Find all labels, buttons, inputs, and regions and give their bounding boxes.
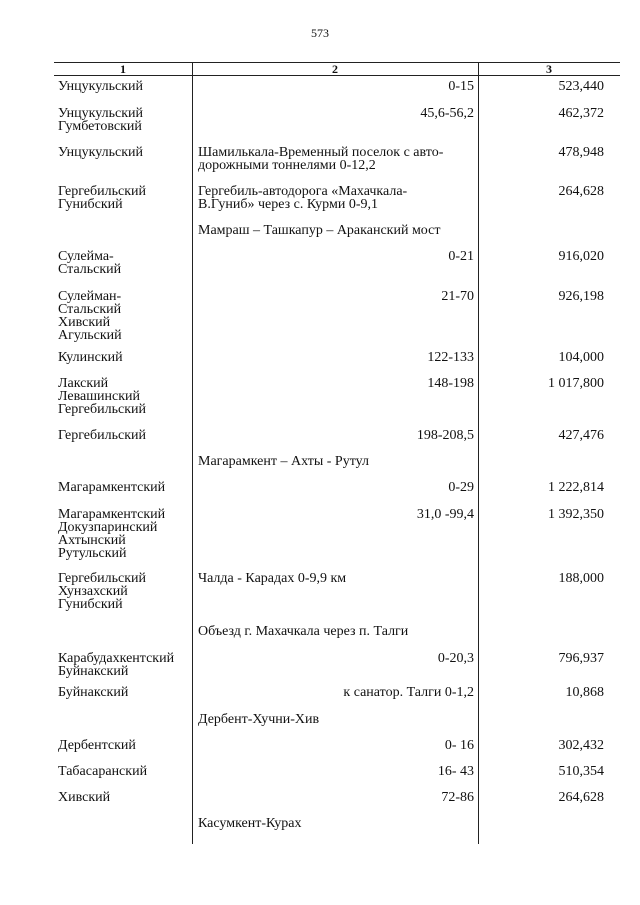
district-name: Хунзахский — [58, 584, 128, 599]
road-segment-cell — [198, 146, 474, 172]
road-segment-cell — [198, 107, 474, 120]
value-cell: 264,628 — [558, 184, 604, 199]
road-segment-text: 198-208,5 — [416, 428, 474, 443]
value-cell: 510,354 — [558, 764, 604, 779]
road-segment-cell — [198, 377, 474, 390]
district-name: Буйнакский — [58, 664, 129, 679]
value-cell: 916,020 — [558, 249, 604, 264]
district-cell — [58, 686, 190, 699]
road-segment-text: Магарамкент – Ахты - Рутул — [198, 454, 370, 469]
road-segment-text: Дербент-Хучни-Хив — [198, 712, 320, 727]
district-name: Стальский — [58, 262, 122, 277]
district-name: Хивский — [58, 315, 111, 330]
road-segment-text: В.Гуниб» через с. Курми 0-9,1 — [198, 197, 378, 212]
district-cell — [58, 107, 190, 133]
district-cell — [58, 481, 190, 494]
value-cell: 104,000 — [558, 350, 604, 365]
road-segment-cell — [198, 572, 474, 585]
district-name: Агульский — [58, 328, 122, 343]
value-cell: 462,372 — [558, 106, 604, 121]
road-segment-text: Касумкент-Курах — [198, 816, 302, 831]
road-segment-text: Мамраш – Ташкапур – Араканский мост — [198, 223, 441, 238]
column-divider — [192, 62, 193, 844]
district-name: Левашинский — [58, 389, 141, 404]
value-cell: 478,948 — [558, 145, 604, 160]
road-segment-cell — [198, 185, 474, 211]
column-header-1: 1 — [120, 62, 126, 76]
road-segment-text: 31,0 -99,4 — [416, 507, 474, 522]
road-segment-cell — [198, 817, 474, 830]
district-cell — [58, 146, 190, 159]
value-cell: 1 017,800 — [548, 376, 604, 391]
district-name: Дербентский — [58, 738, 136, 753]
road-segment-text: 0-29 — [448, 480, 474, 495]
value-cell: 427,476 — [558, 428, 604, 443]
district-name: Магарамкентский — [58, 480, 166, 495]
district-name: Гунибский — [58, 597, 123, 612]
district-name: Докузпаринский — [58, 520, 158, 535]
value-cell: 1 222,814 — [548, 480, 604, 495]
road-segment-text: 72-86 — [441, 790, 474, 805]
district-name: Гунибский — [58, 197, 123, 212]
road-segment-cell — [198, 250, 474, 263]
district-name: Гергебильский — [58, 402, 146, 417]
district-cell — [58, 351, 190, 364]
road-segment-cell — [198, 713, 474, 726]
column-divider — [478, 62, 479, 844]
district-name: Гергебильский — [58, 184, 146, 199]
district-name: Гергебильский — [58, 571, 146, 586]
value-cell: 264,628 — [558, 790, 604, 805]
column-header-3: 3 — [546, 62, 552, 76]
district-name: Унцукульский — [58, 106, 144, 121]
district-name: Сулейман- — [58, 289, 122, 304]
road-segment-cell — [198, 765, 474, 778]
district-name: Кулинский — [58, 350, 123, 365]
district-cell — [58, 185, 190, 211]
road-segment-cell — [198, 508, 474, 521]
district-name: Унцукульский — [58, 79, 144, 94]
value-cell: 302,432 — [558, 738, 604, 753]
district-cell — [58, 290, 190, 342]
district-cell — [58, 739, 190, 752]
road-segment-cell — [198, 739, 474, 752]
column-header-2: 2 — [332, 62, 338, 76]
district-cell — [58, 508, 190, 560]
road-table — [54, 62, 620, 844]
road-segment-cell — [198, 791, 474, 804]
road-segment-text: 122-133 — [427, 350, 474, 365]
value-cell: 796,937 — [558, 651, 604, 666]
road-segment-text: дорожными тоннелями 0-12,2 — [198, 158, 376, 173]
district-name: Хивский — [58, 790, 111, 805]
road-segment-text: 45,6-56,2 — [420, 106, 474, 121]
road-segment-text: Шамилькала-Временный поселок с авто- — [198, 145, 444, 160]
road-segment-cell — [198, 481, 474, 494]
road-segment-text: 0- 16 — [444, 738, 474, 753]
road-segment-text: 21-70 — [441, 289, 474, 304]
road-segment-text: 0-15 — [448, 79, 474, 94]
district-name: Магарамкентский — [58, 507, 166, 522]
value-cell: 523,440 — [558, 79, 604, 94]
district-name: Лакский — [58, 376, 109, 391]
road-segment-text: Чалда - Карадах 0-9,9 км — [198, 571, 347, 586]
district-name: Сулейма- — [58, 249, 114, 264]
value-cell: 926,198 — [558, 289, 604, 304]
district-name: Гергебильский — [58, 428, 146, 443]
road-segment-cell — [198, 652, 474, 665]
district-name: Табасаранский — [58, 764, 148, 779]
road-segment-text: 16- 43 — [437, 764, 474, 779]
value-cell: 1 392,350 — [548, 507, 604, 522]
road-segment-cell — [198, 224, 474, 237]
road-segment-cell — [198, 455, 474, 468]
road-segment-text: к санатор. Талги 0-1,2 — [343, 685, 474, 700]
road-segment-cell — [198, 80, 474, 93]
district-cell — [58, 250, 190, 276]
district-cell — [58, 377, 190, 416]
road-segment-cell — [198, 686, 474, 699]
road-segment-text: 0-20,3 — [437, 651, 474, 666]
district-cell — [58, 791, 190, 804]
district-name: Карабудахкентский — [58, 651, 175, 666]
district-name: Гумбетовский — [58, 119, 142, 134]
page-number: 573 — [311, 26, 329, 40]
district-cell — [58, 765, 190, 778]
table-header — [54, 62, 620, 76]
district-cell — [58, 572, 190, 611]
value-cell: 10,868 — [565, 685, 604, 700]
road-segment-text: Объезд г. Махачкала через п. Талги — [198, 624, 409, 639]
district-name: Стальский — [58, 302, 122, 317]
road-segment-text: Гергебиль-автодорога «Махачкала- — [198, 184, 408, 199]
road-segment-text: 0-21 — [448, 249, 474, 264]
road-segment-cell — [198, 351, 474, 364]
road-segment-cell — [198, 625, 474, 638]
district-cell — [58, 80, 190, 93]
road-segment-text: 148-198 — [427, 376, 474, 391]
value-cell: 188,000 — [558, 571, 604, 586]
district-cell — [58, 429, 190, 442]
road-segment-cell — [198, 290, 474, 303]
district-name: Рутульский — [58, 546, 127, 561]
district-name: Буйнакский — [58, 685, 129, 700]
district-name: Ахтынский — [58, 533, 126, 548]
road-segment-cell — [198, 429, 474, 442]
district-name: Унцукульский — [58, 145, 144, 160]
district-cell — [58, 652, 190, 678]
